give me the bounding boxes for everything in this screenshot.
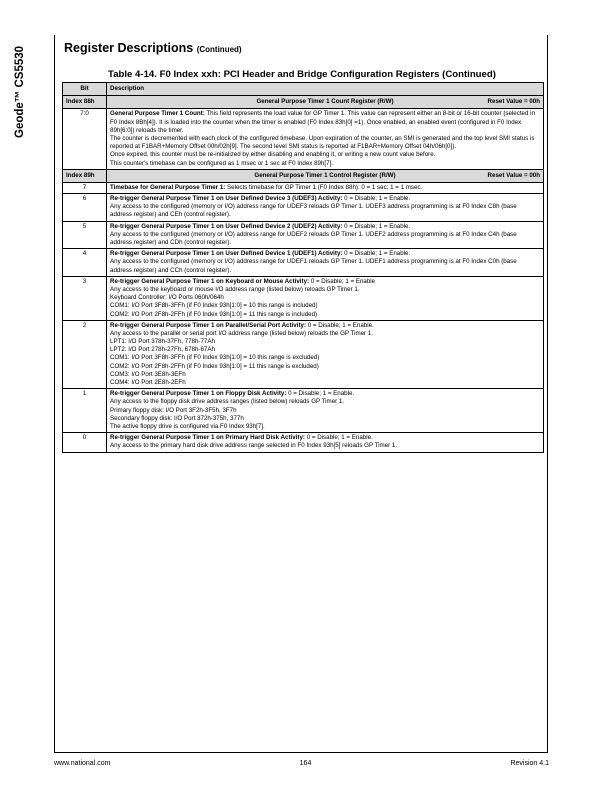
field-title: Re-trigger General Purpose Timer 1 on Keyboard or Mouse Activity: bbox=[110, 277, 310, 285]
field-text: This field represents the load value for GP Timer 1. This value can represent either an 8-bit or 16-bit counter (selected in F0 Index 8Bh[4]). It is loaded into the counter when the timer is enabled (F0 Index 83h[0] =1). Once enabled, an enabled event (configured in F0 Index 89h[6:0]) reloads the timer. bbox=[110, 110, 535, 134]
register-header-89h bbox=[63, 169, 544, 182]
field-line: Any access to the parallel or serial port I/O address range (listed below) reloads the GP Timer 1. bbox=[110, 329, 373, 337]
bit-description bbox=[107, 320, 544, 389]
field-title: Re-trigger General Purpose Timer 1 on User Defined Device 3 (UDEF3) Activity: bbox=[110, 195, 343, 203]
table-title: Table 4-14. F0 Index xxh: PCI Header and Bridge Configuration Registers (Continued) bbox=[108, 69, 496, 80]
field-text: 0 = Disable; 1 = Enable. bbox=[342, 250, 411, 258]
table-row bbox=[63, 276, 544, 320]
field-title: Re-trigger General Purpose Timer 1 on Parallel/Serial Port Activity: bbox=[110, 321, 307, 329]
field-line: Primary floppy disk: I/O Port 3F2h-3F5h, 3F7h bbox=[110, 406, 237, 414]
field-paragraph: This counter's timebase can be configured as 1 msec or 1 sec at F0 Index 89h[7]. bbox=[110, 159, 334, 167]
footer-revision: Revision 4.1 bbox=[510, 760, 549, 767]
table-row bbox=[63, 249, 544, 277]
bit-description bbox=[107, 194, 544, 222]
field-line: The active floppy drive is configured via F0 Index 93h[7]. bbox=[110, 422, 265, 430]
bit-description bbox=[107, 389, 544, 433]
product-name: Geode™ CS5530 bbox=[14, 45, 26, 138]
bit-description bbox=[107, 249, 544, 277]
footer-website: www.national.com bbox=[54, 760, 111, 767]
table-row bbox=[63, 194, 544, 222]
field-title: General Purpose Timer 1 Count: bbox=[110, 110, 205, 118]
field-title: Re-trigger General Purpose Timer 1 on Primary Hard Disk Activity: bbox=[110, 434, 305, 442]
reset-value: Reset Value = 00h bbox=[487, 98, 540, 106]
bit-description bbox=[107, 276, 544, 320]
field-title: Timebase for General Purpose Timer 1: bbox=[110, 183, 226, 191]
field-text: 0 = Disable; 1 = Enable. bbox=[342, 222, 411, 230]
bit-number: 7:0 bbox=[63, 109, 107, 169]
field-paragraph: Any access to the configured (memory or I/O) address range for UDEF3 reloads GP Timer 1. UDEF3 address programming is at F0 Index C8h (base address register) and CEh (control register). bbox=[110, 203, 517, 219]
field-text: 0 = Disable; 1 = Enable. bbox=[304, 434, 373, 442]
bit-number: 7 bbox=[63, 182, 107, 193]
table-header-row bbox=[63, 83, 544, 96]
section-title-text: Register Descriptions bbox=[64, 41, 194, 55]
register-name: General Purpose Timer 1 Control Register (R/W) bbox=[254, 171, 396, 179]
field-paragraph: The counter is decremented with each clock of the configured timebase. Upon expiration of the counter, an SMI is generated and the top level SMI status is reported at F1BAR+Memory Offset 00h/02h[9]. The second level SMI status is reported at F1BAR+Memory Offset 04h/06h[0]). bbox=[110, 134, 535, 151]
field-line: LPT1: I/O Port 378h-37Fh, 778h-77Ah bbox=[110, 338, 215, 346]
side-title bbox=[14, 38, 40, 138]
field-line: COM1: I/O Port 3F8h-3FFh (if F0 Index 93h[1:0] = 10 this range is excluded) bbox=[110, 354, 320, 362]
register-index: Index 88h bbox=[63, 96, 107, 109]
field-text: 0 = Disable; 1 = Enable. bbox=[306, 321, 374, 329]
field-line: COM2: I/O Port 2F8h-2FFh (if F0 Index 93h[1:0] = 11 this range is included) bbox=[110, 310, 318, 318]
field-line: Any access to the floppy disk drive address ranges (listed below) reloads GP Timer 1. bbox=[110, 398, 345, 406]
field-paragraph: Any access to the configured (memory or I/O) address range for UDEF1 reloads GP Timer 1. UDEF1 address programming is at F0 Index C0h (base address register) and CCh (control register). bbox=[110, 258, 517, 274]
bit-number: 3 bbox=[63, 276, 107, 320]
bit-number: 2 bbox=[63, 320, 107, 389]
table-row bbox=[63, 433, 544, 452]
field-line: LPT2: I/O Port 278h-27Fh, 678h-67Ah bbox=[110, 346, 215, 354]
register-name: General Purpose Timer 1 Count Register (R/W) bbox=[256, 98, 394, 106]
field-line: Keyboard Controller: I/O Ports 060h/064h bbox=[110, 294, 224, 302]
register-table bbox=[62, 82, 544, 453]
section-subtitle: (Continued) bbox=[196, 45, 242, 54]
field-paragraph: Once expired, this counter must be re-initialized by either disabling and enabling it, or writing a new count value before. bbox=[110, 151, 436, 159]
field-title: Re-trigger General Purpose Timer 1 on Floppy Disk Activity: bbox=[110, 390, 287, 398]
field-line: COM1: I/O Port 3F8h-3FFh (if F0 Index 93h[1:0] = 10 this range is included) bbox=[110, 302, 318, 310]
field-line: COM3: I/O Port 3E8h-3EFh bbox=[110, 370, 186, 378]
bit-number: 0 bbox=[63, 433, 107, 452]
page-number: 164 bbox=[299, 760, 312, 767]
bit-description bbox=[107, 221, 544, 249]
field-line: COM4: I/O Port 2E8h-2EFh bbox=[110, 379, 186, 386]
field-title: Re-trigger General Purpose Timer 1 on User Defined Device 2 (UDEF2) Activity: bbox=[110, 222, 343, 230]
field-paragraph: Any access to the primary hard disk drive address range selected in F0 Index 93h[5] reloads GP Timer 1. bbox=[110, 442, 398, 450]
register-index: Index 89h bbox=[63, 169, 107, 182]
bit-description bbox=[107, 182, 544, 193]
field-text: 0 = Disable; 1 = Enable. bbox=[286, 390, 355, 398]
field-text: 0 = Disable; 1 = Enable bbox=[309, 277, 376, 285]
bit-number: 5 bbox=[63, 221, 107, 249]
bit-column-header: Bit bbox=[63, 83, 107, 96]
field-title: Re-trigger General Purpose Timer 1 on User Defined Device 1 (UDEF1) Activity: bbox=[110, 250, 343, 258]
table-row bbox=[63, 389, 544, 433]
field-line: Any access to the keyboard or mouse I/O address range (listed below) reloads GP Timer 1. bbox=[110, 285, 360, 293]
field-line: COM2: I/O Port 2F8h-2FFh (if F0 Index 93h[1:0] = 11 this range is excluded) bbox=[110, 362, 319, 370]
table-row bbox=[63, 182, 544, 193]
description-column-header: Description bbox=[107, 83, 544, 96]
bit-number: 4 bbox=[63, 249, 107, 277]
section-title bbox=[64, 41, 242, 55]
field-paragraph: Any access to the configured (memory or I/O) address range for UDEF2 reloads GP Timer 1. UDEF2 address programming is at F0 Index C4h (base address register) and CDh (control register). bbox=[110, 230, 517, 246]
field-line: Secondary floppy disk: I/O Port 372h-375h, 377h bbox=[110, 414, 244, 422]
table-row bbox=[63, 109, 544, 169]
table-row bbox=[63, 320, 544, 389]
register-header-88h bbox=[63, 96, 544, 109]
table-row bbox=[63, 221, 544, 249]
reset-value: Reset Value = 00h bbox=[487, 171, 540, 179]
field-text: 0 = Disable; 1 = Enable. bbox=[342, 195, 411, 203]
bit-description bbox=[107, 433, 544, 452]
field-text: Selects timebase for GP Timer 1 (F0 Index 88h): 0 = 1 sec; 1 = 1 msec. bbox=[225, 183, 423, 191]
bit-number: 6 bbox=[63, 194, 107, 222]
bit-number: 1 bbox=[63, 389, 107, 433]
bit-description bbox=[107, 109, 544, 169]
